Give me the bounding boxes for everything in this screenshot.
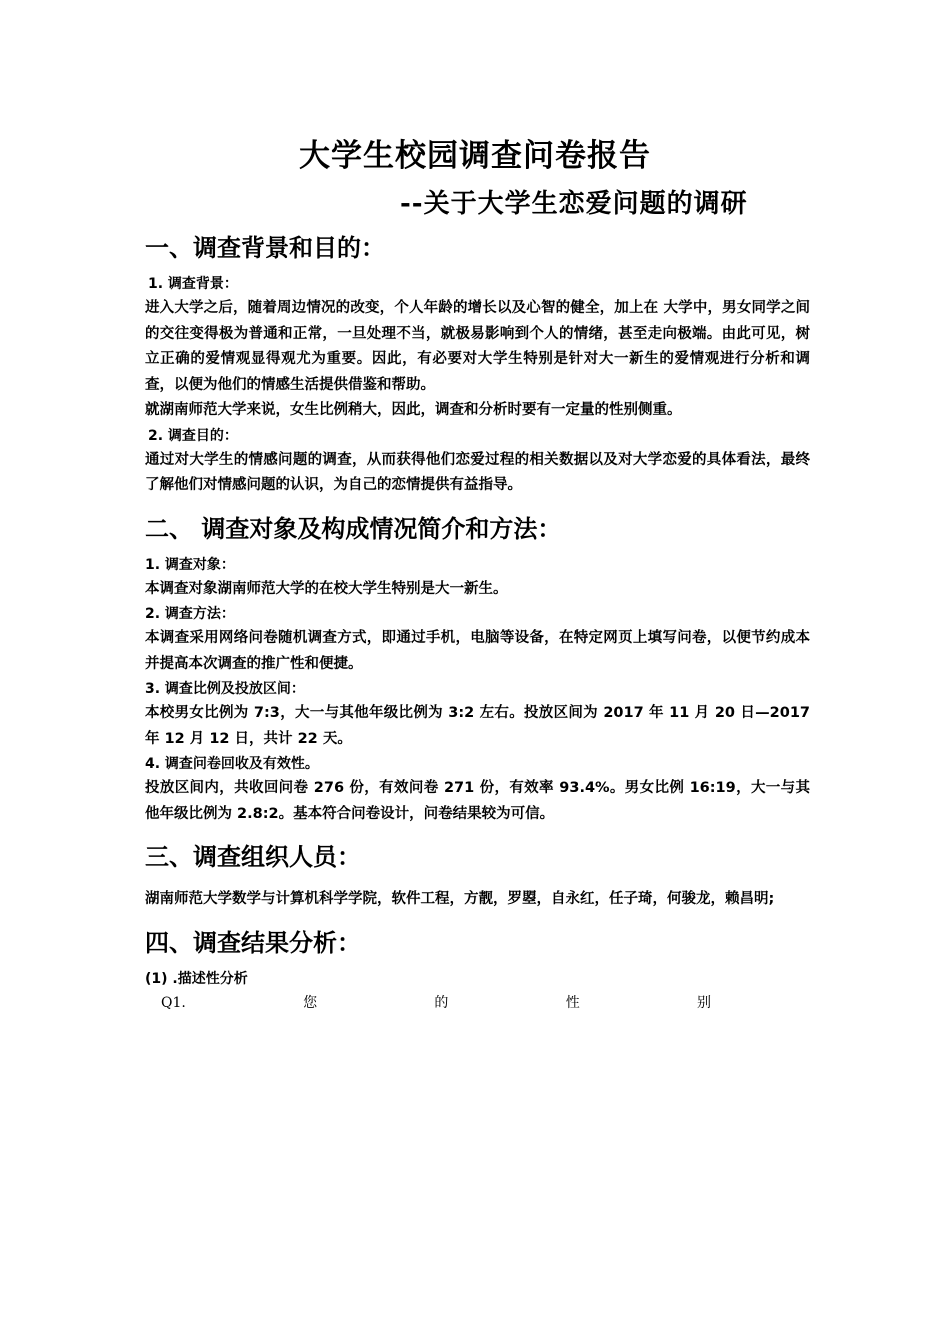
subheading-method: 2. 调查方法： xyxy=(145,606,235,622)
paragraph-staff: 湖南师范大学数学与计算机科学学院，软件工程，方靓，罗曌，自永红，任子琦，何骏龙，赖昌明; xyxy=(145,891,775,907)
question-q1 xyxy=(161,991,711,1015)
q1-char: 性 xyxy=(565,994,580,1011)
paragraph-subjects: 本调查对象湖南师范大学的在校大学生特别是大一新生。 xyxy=(145,580,508,597)
subheading-background: 1. 调查背景： xyxy=(148,276,238,292)
document-body xyxy=(145,230,810,1015)
subheading-validity: 4. 调查问卷回收及有效性。 xyxy=(145,756,319,772)
document-title: 大学生校园调查问卷报告 xyxy=(299,138,651,174)
subheading-descriptive: (1) .描述性分析 xyxy=(145,970,248,987)
document-subtitle: --关于大学生恋爱问题的调研 xyxy=(400,189,748,219)
paragraph-purpose: 通过对大学生的情感问题的调查，从而获得他们恋爱过程的相关数据以及对大学恋爱的具体看法，最终了解他们对情感问题的认识，为自己的恋情提供有益指导。 xyxy=(145,451,810,493)
section-heading-results: 四、调查结果分析： xyxy=(145,928,361,957)
q1-char: 的 xyxy=(434,994,449,1011)
section-heading-background: 一、调查背景和目的： xyxy=(145,234,385,262)
q1-number: Q1. xyxy=(161,994,186,1011)
section-heading-subjects: 二、 调查对象及构成情况简介和方法： xyxy=(145,514,562,543)
paragraph-validity: 投放区间内，共收回问卷 276 份，有效问卷 271 份，有效率 93.4%。男女比例 16:19，大一与其他年级比例为 2.8:2。基本符合问卷设计，问卷结果较为可信。 xyxy=(145,780,810,822)
paragraph-method: 本调查采用网络问卷随机调查方式，即通过手机，电脑等设备，在特定网页上填写问卷，以便节约成本并提高本次调查的推广性和便捷。 xyxy=(145,630,810,672)
subheading-purpose: 2. 调查目的： xyxy=(148,427,238,444)
section-heading-staff: 三、调查组织人员： xyxy=(145,843,361,871)
paragraph-gender-ratio: 就湖南师范大学来说，女生比例稍大，因此，调查和分析时要有一定量的性别侧重。 xyxy=(145,402,682,418)
subheading-subjects: 1. 调查对象： xyxy=(145,556,235,573)
paragraph-background: 进入大学之后，随着周边情况的改变，个人年龄的增长以及心智的健全，加上在 大学中，男女同学之间的交往变得极为普通和正常，一旦处理不当，就极易影响到个人的情绪，甚至走向极端。由此可见，树立正确的爱情观显得观尤为重要。因此，有必要对大学生特别是针对大一新生的爱情观进行分析和调查，以便为他们的情感生活提供借鉴和帮助。 xyxy=(145,300,810,393)
paragraph-ratio: 本校男女比例为 7:3，大一与其他年级比例为 3:2 左右。投放区间为 2017 年 11 月 20 日—2017 年 12 月 12 日，共计 22 天。 xyxy=(145,705,810,747)
subheading-ratio: 3. 调查比例及投放区间： xyxy=(145,681,305,697)
q1-char: 别 xyxy=(696,994,711,1011)
q1-char: 您 xyxy=(303,994,318,1011)
